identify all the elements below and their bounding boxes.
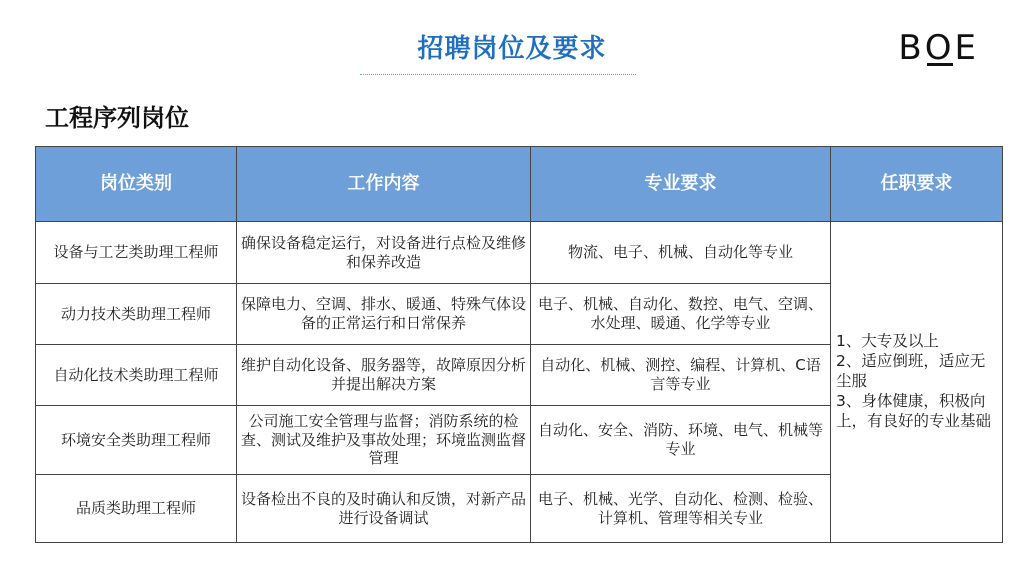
title-divider	[360, 74, 636, 75]
boe-logo	[898, 28, 979, 68]
cell-content: 维护自动化设备、服务器等，故障原因分析并提出解决方案	[237, 345, 531, 406]
table-row	[36, 222, 1003, 284]
header-content: 工作内容	[237, 147, 531, 222]
cell-major: 自动化、安全、消防、环境、电气、机械等专业	[531, 406, 831, 475]
cell-content: 设备检出不良的及时确认和反馈，对新产品进行设备调试	[237, 475, 531, 543]
positions-table	[35, 146, 1003, 543]
logo-letter-o: O	[924, 28, 955, 68]
requirement-item: 2、适应倒班，适应无尘服	[836, 352, 986, 391]
requirement-item: 3、身体健康，积极向上，有良好的专业基础	[836, 391, 992, 430]
header-major: 专业要求	[531, 147, 831, 222]
requirement-item: 1、大专及以上	[836, 332, 939, 351]
cell-category: 设备与工艺类助理工程师	[36, 222, 237, 284]
cell-major: 自动化、机械、测控、编程、计算机、C语言等专业	[531, 345, 831, 406]
cell-major: 电子、机械、光学、自动化、检测、检验、计算机、管理等相关专业	[531, 475, 831, 543]
cell-major: 电子、机械、自动化、数控、电气、空调、水处理、暖通、化学等专业	[531, 284, 831, 345]
cell-content: 公司施工安全管理与监督；消防系统的检查、测试及维护及事故处理；环境监测监督管理	[237, 406, 531, 475]
cell-major: 物流、电子、机械、自动化等专业	[531, 222, 831, 284]
cell-category: 动力技术类助理工程师	[36, 284, 237, 345]
cell-category: 自动化技术类助理工程师	[36, 345, 237, 406]
header-category: 岗位类别	[36, 147, 237, 222]
table-header-row	[36, 147, 1003, 222]
cell-requirements	[831, 222, 1003, 543]
cell-category: 环境安全类助理工程师	[36, 406, 237, 475]
cell-content: 确保设备稳定运行，对设备进行点检及维修和保养改造	[237, 222, 531, 284]
section-title: 工程序列岗位	[45, 104, 189, 132]
cell-category: 品质类助理工程师	[36, 475, 237, 543]
cell-content: 保障电力、空调、排水、暖通、特殊气体设备的正常运行和日常保养	[237, 284, 531, 345]
page-title: 招聘岗位及要求	[417, 34, 607, 64]
logo-letter-e: E	[954, 28, 979, 68]
header-requirements: 任职要求	[831, 147, 1003, 222]
logo-letter-b: B	[898, 28, 925, 68]
